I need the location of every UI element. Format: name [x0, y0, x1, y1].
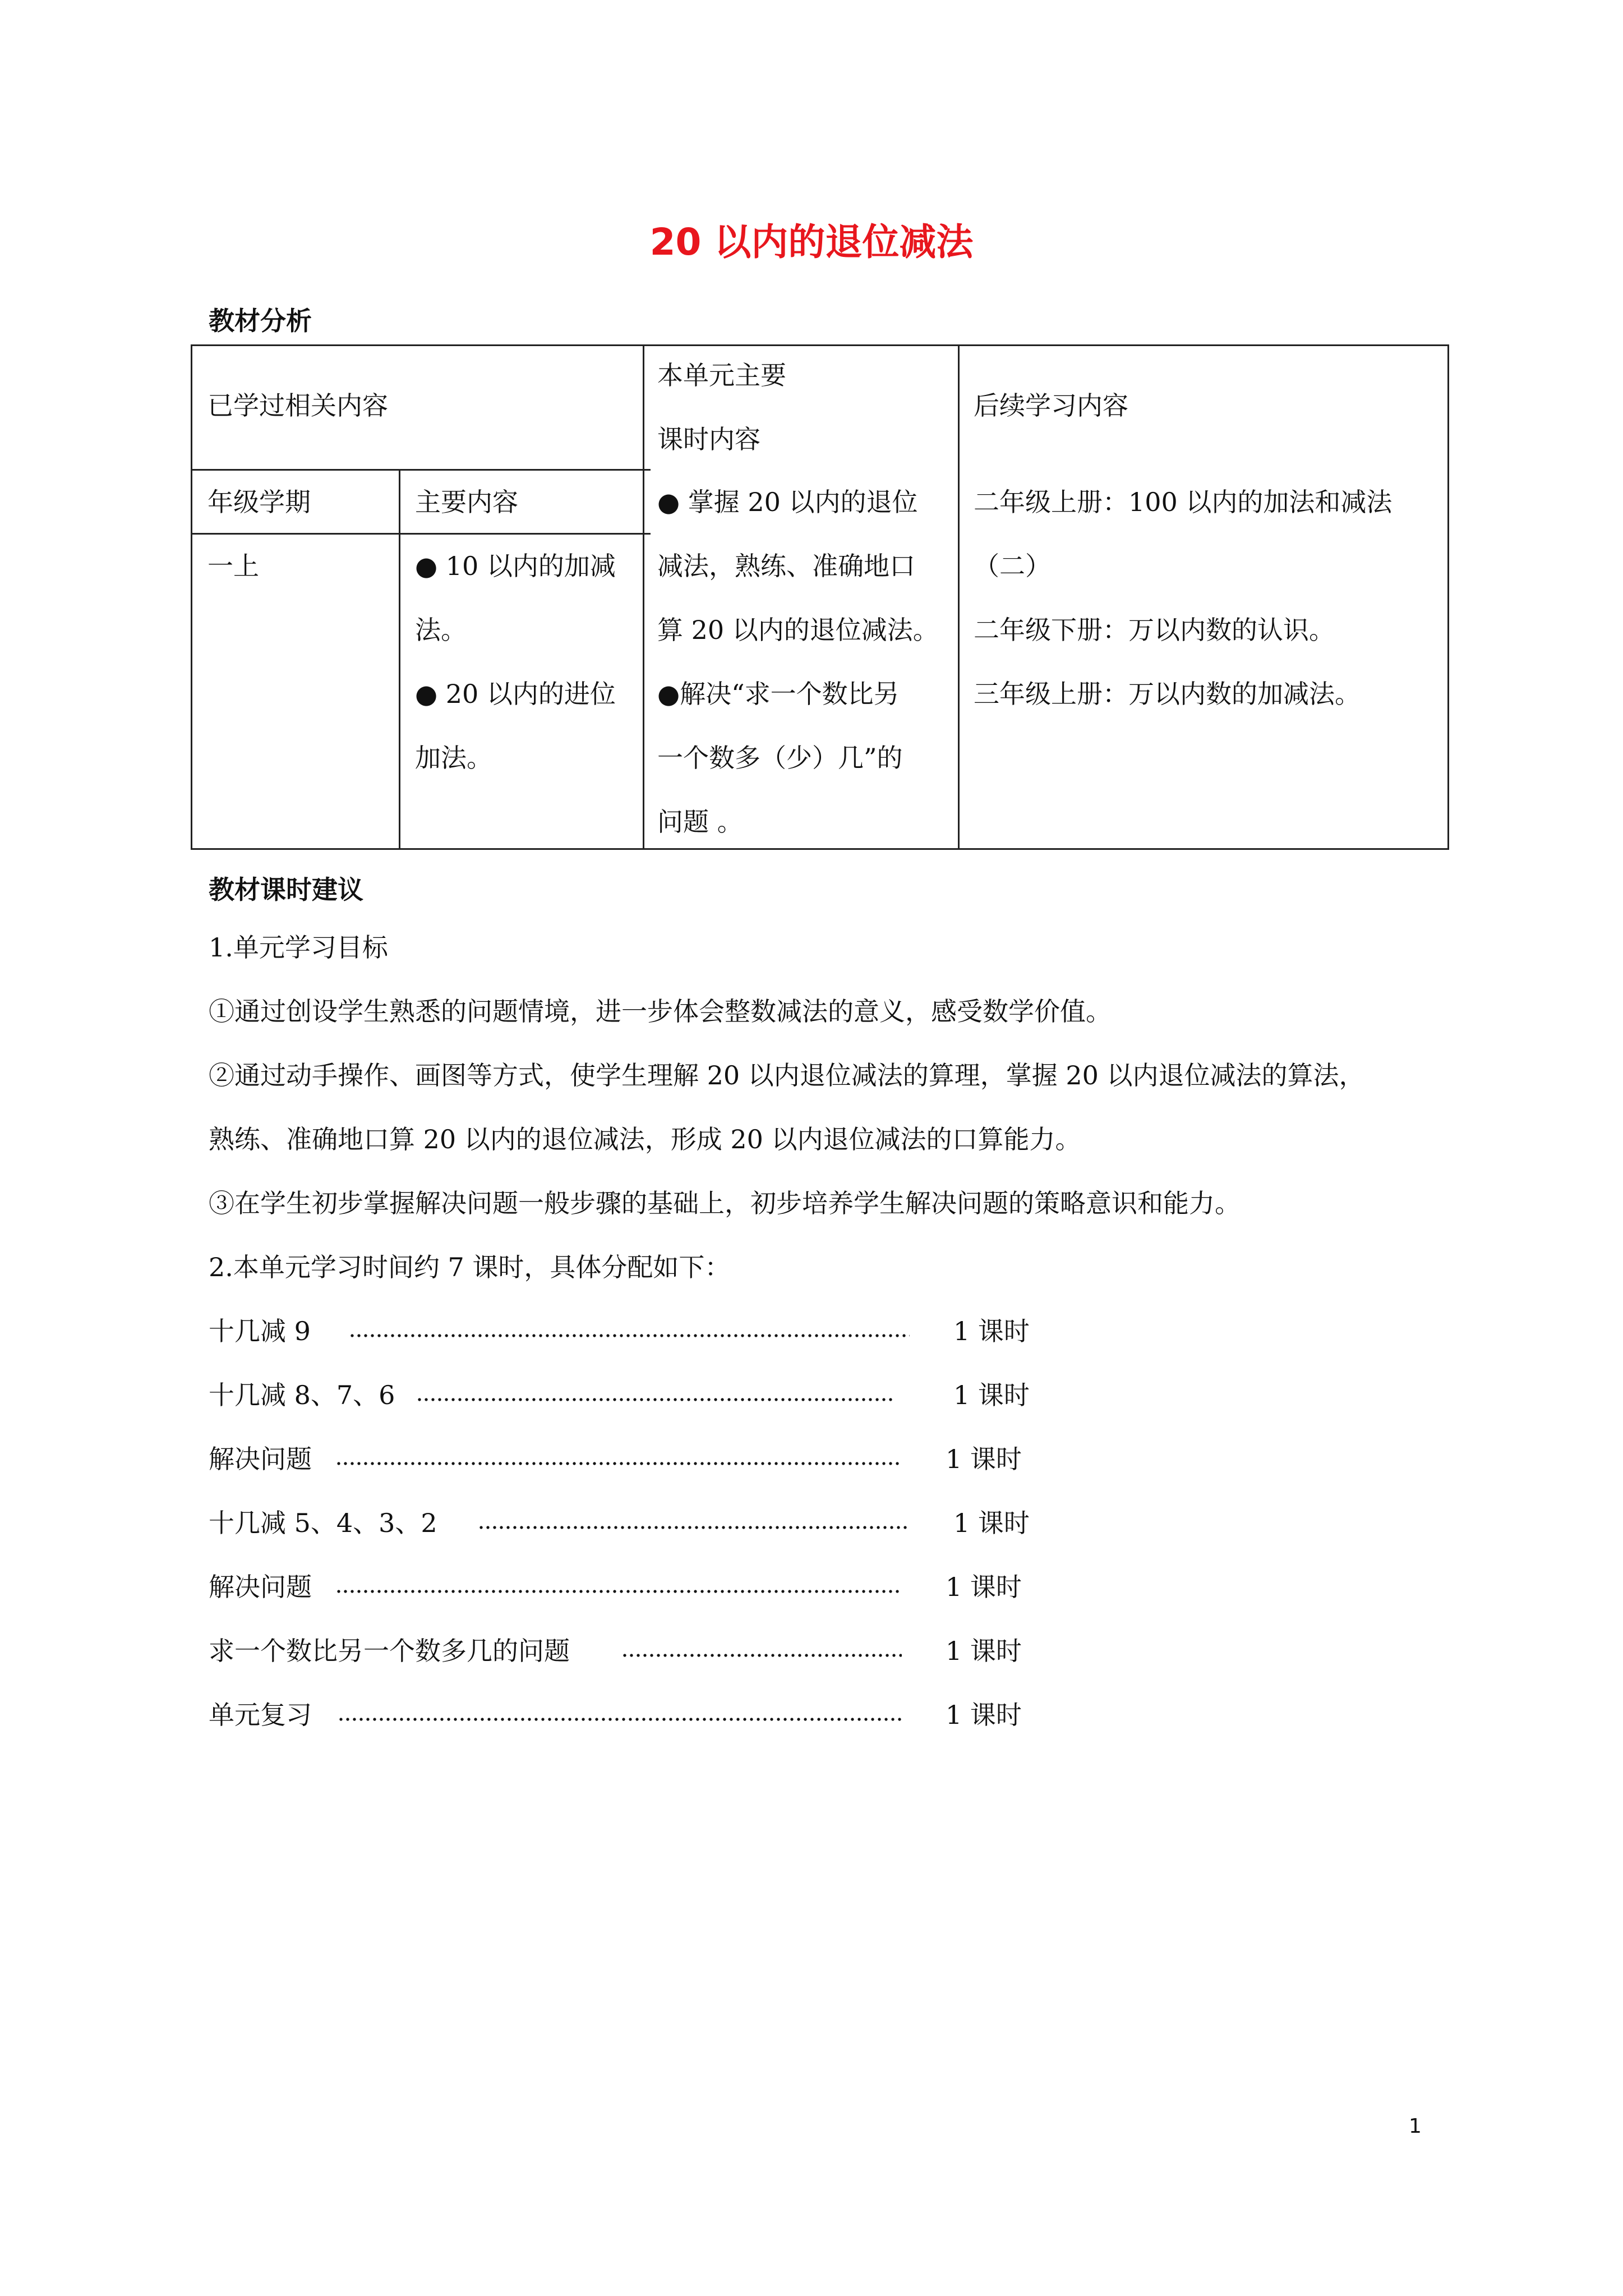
header-followup: 后续学习内容 [974, 390, 1128, 421]
schedule-row [0, 1510, 1623, 1544]
row-main-line: 算 20 以内的退位减法。 [657, 615, 939, 645]
goal-item: ③在学生初步掌握解决问题一般步骤的基础上，初步培养学生解决问题的策略意识和能力。 [209, 1188, 1241, 1218]
table-line-header-left [191, 469, 651, 471]
row-main-line: ●解决“求一个数比另 [657, 679, 900, 709]
subheader-content: 主要内容 [415, 487, 518, 517]
schedule-label: 单元复习 [209, 1700, 312, 1730]
dot-leader [335, 1589, 902, 1594]
schedule-hours: 1 课时 [946, 1700, 1022, 1730]
goals-heading: 1.单元学习目标 [209, 932, 388, 963]
dot-leader [416, 1397, 893, 1402]
row-followup-line: （二） [974, 551, 1051, 581]
row-followup-line: 二年级上册：100 以内的加法和减法 [974, 487, 1393, 517]
row-main-line: ● 掌握 20 以内的退位 [657, 487, 918, 517]
dot-leader [621, 1653, 902, 1658]
schedule-label: 解决问题 [209, 1444, 312, 1474]
header-main-line2: 课时内容 [657, 424, 760, 454]
table-border-bottom [191, 848, 1449, 850]
schedule-label: 十几减 9 [209, 1316, 311, 1346]
schedule-hours: 1 课时 [946, 1636, 1022, 1666]
subheader-grade: 年级学期 [208, 487, 311, 517]
dot-leader [335, 1461, 902, 1466]
row-followup-line: 二年级下册：万以内数的认识。 [974, 615, 1335, 645]
table-border-left [191, 344, 192, 850]
schedule-row [0, 1638, 1623, 1672]
schedule-hours: 1 课时 [953, 1316, 1030, 1346]
schedule-label: 求一个数比另一个数多几的问题 [209, 1636, 570, 1666]
goal-item: ①通过创设学生熟悉的问题情境，进一步体会整数减法的意义，感受数学价值。 [209, 996, 1112, 1027]
header-main-line1: 本单元主要 [657, 360, 786, 390]
table-border-right [1447, 344, 1449, 850]
table-line-subheader [191, 533, 651, 535]
schedule-hours: 1 课时 [946, 1572, 1022, 1602]
row-main-line: 一个数多（少）几”的 [657, 743, 903, 773]
section-heading-analysis: 教材分析 [209, 306, 312, 336]
table-border-top [191, 344, 1449, 346]
schedule-heading: 2.本单元学习时间约 7 课时，具体分配如下： [209, 1252, 731, 1282]
table-col-divider-3 [958, 344, 960, 850]
table-col-divider-1 [399, 469, 400, 850]
row-followup-line: 三年级上册：万以内数的加减法。 [974, 679, 1361, 709]
row-main-line: 问题 。 [657, 807, 743, 837]
schedule-label: 解决问题 [209, 1572, 312, 1602]
row-content-line: 加法。 [415, 743, 492, 773]
row-content-line: 法。 [415, 615, 467, 645]
schedule-row [0, 1318, 1623, 1352]
schedule-hours: 1 课时 [953, 1380, 1030, 1410]
schedule-hours: 1 课时 [953, 1508, 1030, 1538]
row-main-line: 减法，熟练、准确地口 [657, 551, 915, 581]
page-number: 1 [1409, 2115, 1422, 2138]
schedule-row [0, 1574, 1623, 1608]
header-learned: 已学过相关内容 [208, 390, 388, 421]
dot-leader [478, 1525, 910, 1530]
dot-leader [349, 1333, 910, 1338]
goal-item: 熟练、准确地口算 20 以内的退位减法，形成 20 以内退位减法的口算能力。 [209, 1124, 1081, 1154]
schedule-label: 十几减 5、4、3、2 [209, 1508, 437, 1538]
schedule-label: 十几减 8、7、6 [209, 1380, 395, 1410]
schedule-hours: 1 课时 [946, 1444, 1022, 1474]
schedule-row [0, 1702, 1623, 1736]
goal-item: ②通过动手操作、画图等方式，使学生理解 20 以内退位减法的算理，掌握 20 以内退位减法的算法， [209, 1060, 1365, 1091]
row-content-line: ● 10 以内的加减 [415, 551, 616, 581]
schedule-row [0, 1382, 1623, 1416]
page-title: 20 以内的退位减法 [649, 220, 974, 264]
table-col-divider-2 [643, 344, 644, 850]
section-heading-schedule: 教材课时建议 [209, 875, 363, 905]
schedule-row [0, 1446, 1623, 1480]
dot-leader [338, 1717, 902, 1722]
row-content-line: ● 20 以内的进位 [415, 679, 616, 709]
row-grade: 一上 [208, 551, 259, 581]
